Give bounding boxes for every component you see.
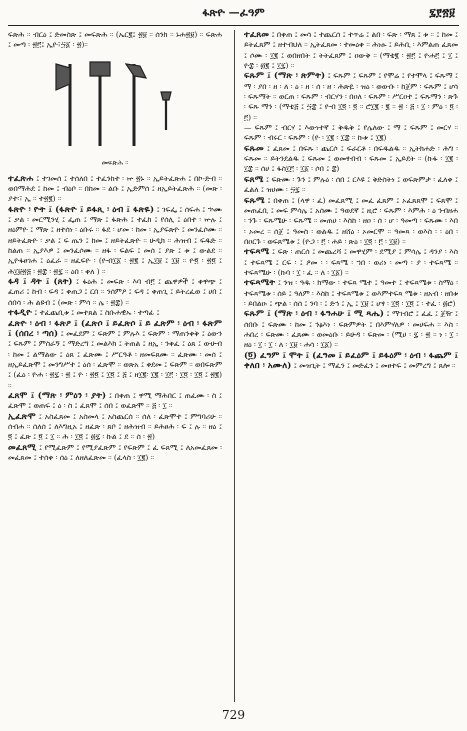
entry bbox=[8, 30, 222, 51]
entry bbox=[244, 175, 458, 196]
entry-head: ፍጹሜ bbox=[244, 195, 265, 206]
entry-text: ፤ በቀጠ ፤ መሳ ፤ ተጨርሰ ፤ ተጥሬ ፤ ልበ ፡ ፍጽ ፡ ማጸ ፤ ቱ ። ፤ ከመ ፤ ይትፈጸም ፤ ዘተብህለ ። ኢትፈጸመ ፡ ተመዕቀ ። ሕነፁ ፤ ይሕቢ ፡ እምልጠ ፈጸመ ፤ ሶሙ ፡ ፲፪ ፤ ወበዘበት ፤ ትትፈጸም ፤ ዐውቅ ። (ማቴ፪ ፡ ፳፫ ፤ ዮሐ፫ ፤ ፲ ፤ ዮ፰ ፡ ፴፪ ፤ ፲፯) ። bbox=[244, 30, 458, 71]
hatchet-figure bbox=[48, 54, 188, 154]
entry-text: ፤ ፍጽሙ ፡ ጉን ፤ ምሉዕ ፡ ሰበ ፤ ርእዩ ፤ ቅድስትነ ፤ ወፍጽምታ ፡ ፈለቀ ፤ ፈልለ ፤ ዝሀሙ ፡ ፵፯ ። bbox=[244, 174, 458, 195]
tools-figure bbox=[8, 54, 222, 172]
entry-text: ፤ ፍጹም ፤ ፍጹም ፤ የሞሬ ፤ የተሞላ ፤ ፍጹማ ፤ ማ ፡ ያበ ፡ ዘ ፡ ለ ፡ ዕ ፡ ዘ ፡ ሰ ፡ ዘ ፡ ሕጽዬ ፡ ዝዕ ፡ ወውቡ ፡ ከጀም ፡ ፍጹም ፤ ሆሳ ፡ ፍጹማት ። ወርጠ ፡ ፍጹም ፡ ብርሃን ፡ በዐለ ፡ ፍጹም ፡ ሥርዐተ ፤ ፍጹማን ፡ ጽጉ ፡ ፍጹ ማን ፡ (ማቴ፭ ፤ ፵፰ ፤ ዮብ ፲፬ ፡ ፬ ። ሮ፲፪ ፡ ፪ ። ፳ ፡ ፭ ፡ ፲ ፡ ምዕ ፡ ፬ ፡ ፫) ። bbox=[244, 71, 458, 122]
entry-text: ፤ የሚፈጽም ፤ የሚያፈጽም ፤ የፍጽም ፤ ፈ ፍጸሚ ፤ ለአመፈጸመ ፡ መፈጸመ ፤ ተሰቀ ፡ ሰዕ ፤ ለዘለፈጽመ ። (ፈላስ ፡ ፲፪) ። bbox=[8, 442, 222, 462]
entry bbox=[8, 308, 222, 318]
entry bbox=[8, 412, 222, 443]
entry bbox=[244, 351, 458, 372]
entry-head: ፍጹም ፤ (ማጽ ፡ ዕብ ፡ ፋዓሐሁ ፤ ሚ ጻሔ) bbox=[244, 309, 384, 320]
entry bbox=[244, 144, 458, 175]
entry-head: ፋዳ ፤ ዳት ፤ (ጸት) bbox=[8, 277, 73, 288]
header-rule bbox=[8, 25, 459, 26]
entry-head: ተፍጻሜ bbox=[244, 247, 270, 258]
entry bbox=[244, 278, 458, 309]
entry-head: ፍጸሜ bbox=[244, 174, 264, 185]
entry-head: (፬) ፈዓም ፤ ሞት ፤ (ፈዓመ ፤ ይፈዕም ፤ ይፋዕም ፡ ዕብ ፡ ፋጨም ፤ ቀለበ ፡ አሙለ) bbox=[244, 350, 458, 371]
entry bbox=[8, 319, 222, 391]
entry-text: ፤ በቀጠ ፤ ዋሚ ማሕበር ፤ ጠፈሙ ፡ ስ ፤ ፈጽሞ ፤ ወጠፍ ፤ ዕ ፡ ስ ፤ ፈጸሞ ፤ ሰበ ፤ ወፈጽሞ ። ፭ ፡ ፲ ። bbox=[8, 390, 222, 411]
entry-text: ፤ ተገመሰ ፤ ተሰለበ ፤ ተፈንከተ ፡ ኵ ፳ኑ ። ኢይትፈጽሐ ፤ በኮ-ድብ ። ወበማሕደ ፤ ከመ ፤ ብዕቦ ። በከመ ። ልቡ ፤ ኢድምሰ ፤ ዘኢይትፈጽሕ ። (መጽ ፡ ያተ፡፣ ኢ ። ተ፳፪) ። bbox=[8, 173, 222, 204]
entry-text: ፤ ገፍፌ ፤ ሰፍሐ ፤ ኍሙ ፤ ቃል ፡ መርሚንሂ ፤ ፌጠ ፤ ማጽ ፤ ፋጽሕ ፤ ተፈከ ፤ የሰሊ ፤ ዕበተ ፡ ኵሉ ፤ ዘዕምዮ ፤ ማጽ ፤ ዘተሰነ ፡ ዕቡሩ ። ፋደ ፡ ሆመ ፡ ከመ ፡ ኢያፍጽዮ ፤ መንፈሶሙ ። ዘይትፈጽዮ ፡ ቃል ፤ ፍ ጤን ፤ ከመ ፤ ዘይትፈጽዮ ። ሁዲክ ። ሕዝብ ፤ ፍዱድ ። ከልጠ ። ኢያእዎ ፤ መንፈሶሙ ። ዘፋ ፡ ፍልፍ ፤ መሰ ፤ ያጽ ፤ ቱ ፤ ውልደ ። ኢዮፋፀገሐ ፤ ዕፈራ ። ዘፈፍዮ ፡ (ዮብ፲፩ ፡ ፳፪ ፤ ኢ፲፱ ፤ ፲፱ ። ዮ፬ ፡ ፳፬ ፤ ሕ፲፱፳፭ ፡ ፳፰ ፡ ፳፯ ። ዕበ ፡ ቀለ ) ። bbox=[8, 204, 222, 276]
entry-head: ፍጹመ bbox=[244, 143, 264, 154]
entry-text: ፤ መፈደም ፤ ፍጽም ፤ ምሉእ ፤ ፍጽም ፡ ማጠንቀቅ ፤ ዕውን ፤ ፍጹም ፤ ምስራኝ ፤ ማድረግ ፤ መልእክ ፤ ትጠል ፤ ዘኢ ፡ ንቀፈ ፤ ዕጸ ፤ ውሁብ ፡ ከመ ፤ ልማልው ፤ ዕጸ ፤ ፈጽሙ ፤ ሥርዓቶ ፡ ዘመፍጸሙ ። ፈጽሙ ፡ መሰ ፤ ዘኢይፈጽሞ ፤ መንግሥተ ፤ ዕሰ ፡ ፈጽሞ ። ወጽአ ፤ ቀደመ ፤ ፍጽም ። ወበፍጽም ፤ (ፈዕ ፡ ዮሐ ፡ ፳፯ ፡ ፳ ፤ ዮ ፡ ፳፬ ፤ ፲፬ ፤ ፭ ፤ ዘ፲፪፡ ፲፪ ፡ ፲፫ ፡ ፲፬ ፡ ፲፬ ፤ ፳፪) ። bbox=[8, 328, 222, 390]
entry bbox=[8, 174, 222, 205]
entry-head: መፈጸሚ bbox=[8, 442, 37, 453]
left-column bbox=[8, 30, 222, 702]
entry-text: ፤ ፍጽ ፡ ጠርሰ ፤ መጨረሻ ፤ መዋሂም ፡ ደሚያ ፤ ምሳሌ ፤ ዳንያ ፡ እስ ፤ ተፍጻሜ ፤ ርፍ ፡ ፤ ዖመ ፡ ፡ ፍጻሜ ፡ ኀበ ፡ ወሪነ ፡ መጣ ፡ ያ ፡ ተፍጻሜ ። ተፍጻሜሁ ፡ (ኩባ ፡ ፲ ፡ ፈ ። ለ ፡ ፲፩) ። bbox=[244, 247, 458, 277]
entry bbox=[8, 443, 222, 464]
figure-caption: መፍጽሕ ። bbox=[101, 158, 129, 167]
entry bbox=[244, 309, 458, 350]
right-column bbox=[244, 30, 458, 702]
page-mark: ፯፻፳፱ bbox=[429, 6, 455, 19]
entry bbox=[244, 196, 458, 248]
entry-text: ፤ ተፈጨቢቱ ፤ መተጸል ፤ ስቡሐዊኡ ፡ ተጣፊ ፤ bbox=[34, 308, 160, 318]
entry-head: ፋጽዮ ፡ ዮት ፤ (ፋጽዮ ፤ ይፋጺ ፡ ዕብ ፤ ፋጽዬ) bbox=[8, 204, 155, 215]
entry bbox=[244, 30, 458, 71]
entry-head: ፈጽዮ ፡ ዕብ ፡ ፋጽዖ ፤ (ፈጽሶ ፤ ይፈጽሶ ፤ ይ ፈጽም ፡ ዕብ ፡ ፋጽም ፤ (ሰበረ ፡ ጣሰ) bbox=[8, 318, 222, 339]
entry-head: ፈጸሞ ፤ (ማጽ ፡ ምዕን ፡ ያት) bbox=[8, 390, 107, 401]
entry-text: ፤ በቀጠ ፤ (ላዋ ፡ ፈ) መፈጸሚ ፤ መፈ ፈጸም ፤ ኦፈጸጸሞ ፤ ፍጸሞ ፤ መጠፈቢ ፤ መፍ ምሳሌ ፤ አሰሙ ፤ ዓወደኛ ፤ ዚሮ ፡ ፍጹም ፡ እምሕ ፡ ዕ ንብዘሐ ፡ ንጉ ፡ ፍጹሜሁ ፡ ፍጹሜ ። መጠሀ ፡ እስከ ፡ ዘዐ ፡ ሰ ፡ ሆ ፡ ዓመጣ ፡ ፍጹሙ ፡ እበ ፡ ኦመረ ። ሰጀ ፤ ዓመስ ፡ ወልዱ ፤ ዘሸዕ ፡ ኦመርሞ ። ዓመጻ ፡ ወእስ ፡ ፡ ዕበ ፡ በዐርጉ ፡ ወፍጸሜቱ ፤ (ዮጋ ፡ ፫ ፡ ሐይ ፡ ጽዕ ፡ ፲፬ ፡ ፫ ፡ ፲፱) ። bbox=[244, 195, 458, 246]
entry-head: ፍጹም ፤ (ማጽ ፡ ጽምት) bbox=[244, 71, 326, 82]
column-divider bbox=[234, 30, 235, 702]
entry bbox=[8, 205, 222, 277]
entry bbox=[244, 123, 458, 144]
entry bbox=[8, 391, 222, 412]
entry-text: — ፍጹም ፤ ብርሃ ፤ እውነተኛ ፤ ቅዱቅ ፤ የሌለው ፤ ማ ፤ ፍጹም ፤ መርሃ ። ፍጹም ፡ ብሩር ፡ ፍጹም ፡ (ዮ ፡ ፲፪ ፡ ፲፰ ። ኩቱ ፤ ፲፪) bbox=[244, 123, 458, 143]
entry-head: ተፈጽሐ bbox=[8, 173, 34, 184]
entry-head: ተፍጻሜት bbox=[244, 278, 276, 289]
entry bbox=[244, 247, 458, 278]
entry-text: ፤ ፋዕሕ ፤ መፍጽ ፡ እባ ብ፫ ፤ ጨዋዎች ፤ ቀዋጭ ፤ ፈጠሪ ፤ ከብ ፡ ፍዳ ፤ ቀጠጋ ፤ ርበ ። ንሰምዖ ፤ ፍዳ ፤ ቀጠጊ ፤ ይትረፈወ ፤ ሀበ ፤ ሰበሳ ፡ ሕ ልዩብ ፤ (መጽ ፡ ምሳ ። ሌ ፡ ፳፰) ። bbox=[8, 277, 222, 307]
entry bbox=[8, 277, 222, 308]
entry-text: ፤ መዝጊት ፤ ማፈን ፤ መድፈን ፤ መፀተፍ ፤ መምረግ ፤ ጸሎ ። bbox=[293, 361, 456, 370]
entry-text: ፤ ፈጸመ ፤ በፍጹ ፡ ጨርሶ ፤ ፍራርቶ ፡ በፍዱልዱ ። ኢትክሐድ ፡ ሕግ ፡ ፍጹመ ። ይትንደልዱ ፤ ፍጹመ ፤ ወመፃብብ ፡ ፍጹመ ፤ ኢይደት ። (ኩፋ ፡ ፲፪ ፡ ፲፰ ። ሰሀ ፤ ፋስ፲፫ ፡ ፲፩ ፡ ሶበ ፤ ፰) bbox=[244, 143, 458, 174]
entry-text: ፍጽሕ ። ብርዕ ፤ ድመስጽ ፤ መፍጽሕ ። (ኤር፪፤ ፳፱ ። ሰንክ ። ኑሐ፳፱) ። ፍጽሐ ፤ መጣ ፡ ፳፫፤ ኢዮ፣፵፩ ፡ ፳)። bbox=[8, 30, 222, 50]
entry-head: ኢፈጽሞ bbox=[8, 411, 36, 422]
running-title: ፋጽዮ —ፈዓም bbox=[202, 6, 265, 19]
entry-text: ፤ ንዝ ፡ ዓዱ ፡ ክማው ፡ ተፍጻ ሜተ ፤ ዓመተ ፤ ተፍጻሜቱ ፡ ስማዕ ፡ ተፍጻሜቱ ፡ ሰይ ፤ ዓለም ፡ እስከ ፤ ተፍጻሜቱ ፤ ወእምተፍጻ ሜቱ ፡ ዘአብ ፡ ዘበቱ ፡ ይበልዑ ፤ ጭል ፡ ሰሰ ፤ ንባ ፡ ፤ ድኅ ፤ ኢ ፤ ፲፱ ፤ ሆፃ ፡ ፲፬ ፡ ፲፬ ፤ ፡ ተፈ ፡ ፴ሮ) bbox=[244, 278, 458, 308]
entry-text: ፤ አስፈጸመ ፤ አስመላ ፤ አስጨርሰ ። ሰለ ፡ ፈጽሞተ ፤ ምግባሪሁ ። ሰብሐ ። ሰለሰ ፤ ለእግዚአ ፤ ዘፈጽ ፡ ጸቦ ፤ ዘሕዝብ ። ይሕፀሕ ፡ ፍ ፤ ሉ ። ዘዕ ፤ ፬ ፤ ፈጽ ፤ ፬ ፤ ፲ ። ሕ ፡ ፲፬ ፤ ፴፯ ፡ ኩል ፤ ደ ። ሰ ፡ ፳) bbox=[8, 411, 222, 442]
entry-head: ተፈጸመ bbox=[244, 30, 270, 40]
page-number: 729 bbox=[222, 708, 245, 722]
entry-head: ተፋዲዮ bbox=[8, 308, 32, 319]
entry bbox=[244, 71, 458, 123]
entry-text: ፤ ማገብሮ ፤ ፈፈ ፤ ጀዥ ፤ ሰበቡ ፤ ፍጽሙ ፡ ከመ ፤ ንፅእነ ፡ ፍጽምዎት ፤ በእምሃለዎ ፡ መሀፍሐ ። እስ ፡ ሐበረ ፡ ፍጽሙ ፡ ፈጸሙ ፡ ወመዕቡ ፡ ይሁዳ ፡ ፍጽመ ፡ (ሚሀ ፡ ፯ ፡ ፳ ። ነ ፡ ፲ ፡ ዘዕ ፡ ፲ ፡ ፲ ፡ ለ ፡ ፲፱ ፡ ሐሳ ፡ ፲፩) ። bbox=[244, 309, 458, 350]
